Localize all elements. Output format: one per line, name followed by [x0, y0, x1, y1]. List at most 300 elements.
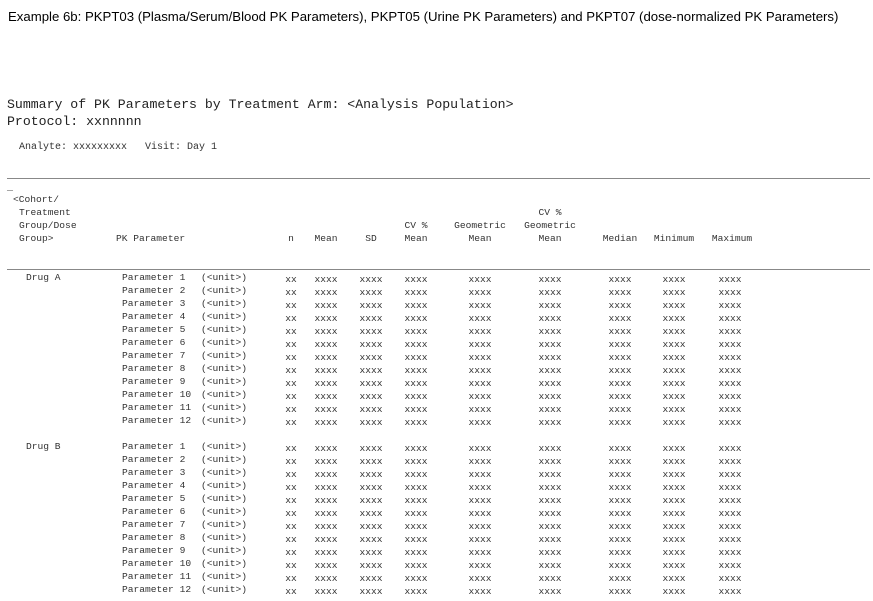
cell-cv-geo-mean: xxxx [538, 456, 562, 467]
cell-geo-mean: xxxx [468, 495, 492, 506]
cell-cv-geo-mean: xxxx [538, 560, 562, 571]
cell-mean: xxxx [314, 417, 338, 428]
cell-parameter: Parameter 3 [122, 298, 186, 309]
cell-cv-geo-mean: xxxx [538, 547, 562, 558]
cell-cv-geo-mean: xxxx [538, 482, 562, 493]
col-mean: Mean [314, 233, 338, 244]
cell-geo-mean: xxxx [468, 469, 492, 480]
cell-minimum: xxxx [662, 287, 686, 298]
cell-cv-mean: xxxx [404, 313, 428, 324]
table-row [0, 272, 873, 285]
cell-unit: (<unit>) [201, 298, 248, 309]
cell-mean: xxxx [314, 287, 338, 298]
cell-geo-mean: xxxx [468, 274, 492, 285]
cell-n: xx [285, 482, 297, 493]
cell-sd: xxxx [359, 547, 383, 558]
cell-cv-geo-mean: xxxx [538, 391, 562, 402]
cell-n: xx [285, 417, 297, 428]
cell-unit: (<unit>) [201, 415, 248, 426]
cell-parameter: Parameter 6 [122, 506, 186, 517]
cell-median: xxxx [608, 417, 632, 428]
cell-n: xx [285, 339, 297, 350]
cell-cv-geo-mean: xxxx [538, 339, 562, 350]
cell-maximum: xxxx [718, 339, 742, 350]
cell-sd: xxxx [359, 378, 383, 389]
cell-geo-mean: xxxx [468, 482, 492, 493]
analyte-label: Analyte: xxxxxxxxx [19, 142, 128, 153]
cell-n: xx [285, 521, 297, 532]
cell-parameter: Parameter 2 [122, 454, 186, 465]
cell-geo-mean: xxxx [468, 365, 492, 376]
cell-median: xxxx [608, 573, 632, 584]
cell-unit: (<unit>) [201, 441, 248, 452]
cell-geo-mean: xxxx [468, 573, 492, 584]
cell-mean: xxxx [314, 391, 338, 402]
cell-mean: xxxx [314, 300, 338, 311]
dash-mark: _ [7, 183, 14, 194]
table-row [0, 571, 873, 584]
cell-mean: xxxx [314, 495, 338, 506]
col-cv-geo-line-1: CV % [538, 207, 562, 218]
cell-mean: xxxx [314, 482, 338, 493]
cell-minimum: xxxx [662, 508, 686, 519]
cell-n: xx [285, 547, 297, 558]
cell-median: xxxx [608, 521, 632, 532]
cell-median: xxxx [608, 508, 632, 519]
cell-cv-mean: xxxx [404, 443, 428, 454]
cell-mean: xxxx [314, 352, 338, 363]
cell-minimum: xxxx [662, 443, 686, 454]
cell-unit: (<unit>) [201, 532, 248, 543]
cell-parameter: Parameter 9 [122, 376, 186, 387]
cell-cv-mean: xxxx [404, 547, 428, 558]
cell-minimum: xxxx [662, 534, 686, 545]
cell-cv-geo-mean: xxxx [538, 300, 562, 311]
cell-cv-mean: xxxx [404, 391, 428, 402]
cell-cv-geo-mean: xxxx [538, 352, 562, 363]
cell-median: xxxx [608, 274, 632, 285]
table-row [0, 350, 873, 363]
cell-unit: (<unit>) [201, 454, 248, 465]
cell-n: xx [285, 378, 297, 389]
cell-n: xx [285, 300, 297, 311]
cell-sd: xxxx [359, 573, 383, 584]
cell-sd: xxxx [359, 352, 383, 363]
cell-mean: xxxx [314, 313, 338, 324]
cell-geo-mean: xxxx [468, 378, 492, 389]
table-row [0, 584, 873, 597]
cell-median: xxxx [608, 534, 632, 545]
cell-mean: xxxx [314, 547, 338, 558]
table-row [0, 467, 873, 480]
cell-cv-mean: xxxx [404, 469, 428, 480]
cell-sd: xxxx [359, 534, 383, 545]
cell-geo-mean: xxxx [468, 417, 492, 428]
cell-minimum: xxxx [662, 313, 686, 324]
cell-minimum: xxxx [662, 456, 686, 467]
cell-minimum: xxxx [662, 560, 686, 571]
cell-maximum: xxxx [718, 417, 742, 428]
cell-n: xx [285, 573, 297, 584]
cell-mean: xxxx [314, 443, 338, 454]
cell-unit: (<unit>) [201, 376, 248, 387]
table-row [0, 480, 873, 493]
cell-median: xxxx [608, 495, 632, 506]
cell-parameter: Parameter 4 [122, 311, 186, 322]
cell-parameter: Parameter 3 [122, 467, 186, 478]
cell-maximum: xxxx [718, 287, 742, 298]
cell-maximum: xxxx [718, 547, 742, 558]
cell-sd: xxxx [359, 326, 383, 337]
cell-parameter: Parameter 2 [122, 285, 186, 296]
cell-parameter: Parameter 4 [122, 480, 186, 491]
cell-cv-mean: xxxx [404, 586, 428, 597]
cell-geo-mean: xxxx [468, 391, 492, 402]
cell-mean: xxxx [314, 326, 338, 337]
group-header-line-4: Group> [19, 233, 54, 244]
cell-median: xxxx [608, 456, 632, 467]
cell-minimum: xxxx [662, 586, 686, 597]
table-row [0, 519, 873, 532]
cell-cv-geo-mean: xxxx [538, 287, 562, 298]
cell-sd: xxxx [359, 521, 383, 532]
cell-maximum: xxxx [718, 573, 742, 584]
cell-parameter: Parameter 5 [122, 324, 186, 335]
table-row [0, 389, 873, 402]
cell-cv-mean: xxxx [404, 521, 428, 532]
cell-geo-mean: xxxx [468, 300, 492, 311]
cell-sd: xxxx [359, 287, 383, 298]
cell-geo-mean: xxxx [468, 534, 492, 545]
cell-unit: (<unit>) [201, 493, 248, 504]
cell-n: xx [285, 560, 297, 571]
cell-n: xx [285, 326, 297, 337]
cell-unit: (<unit>) [201, 285, 248, 296]
cell-maximum: xxxx [718, 508, 742, 519]
cell-cv-geo-mean: xxxx [538, 469, 562, 480]
cell-n: xx [285, 313, 297, 324]
cell-mean: xxxx [314, 274, 338, 285]
cell-cv-geo-mean: xxxx [538, 404, 562, 415]
cell-median: xxxx [608, 547, 632, 558]
cell-minimum: xxxx [662, 352, 686, 363]
table-row [0, 298, 873, 311]
cell-geo-mean: xxxx [468, 521, 492, 532]
cell-sd: xxxx [359, 482, 383, 493]
cell-maximum: xxxx [718, 365, 742, 376]
table-row [0, 558, 873, 571]
cell-median: xxxx [608, 482, 632, 493]
visit-label: Visit: Day 1 [145, 142, 218, 153]
cell-cv-geo-mean: xxxx [538, 313, 562, 324]
cell-n: xx [285, 586, 297, 597]
cell-geo-mean: xxxx [468, 586, 492, 597]
header-rule [7, 269, 870, 270]
cell-maximum: xxxx [718, 560, 742, 571]
cell-n: xx [285, 391, 297, 402]
cell-minimum: xxxx [662, 378, 686, 389]
cell-unit: (<unit>) [201, 350, 248, 361]
cell-cv-mean: xxxx [404, 417, 428, 428]
cell-cv-geo-mean: xxxx [538, 417, 562, 428]
cell-maximum: xxxx [718, 521, 742, 532]
col-maximum: Maximum [711, 233, 753, 244]
document-heading: Example 6b: PKPT03 (Plasma/Serum/Blood PK Parameters), PKPT05 (Urine PK Parameters) and PKPT07 (dose-normalized PK Parameters) [8, 9, 839, 24]
cell-median: xxxx [608, 326, 632, 337]
cell-sd: xxxx [359, 365, 383, 376]
cell-cv-geo-mean: xxxx [538, 443, 562, 454]
cell-sd: xxxx [359, 443, 383, 454]
cell-cv-mean: xxxx [404, 573, 428, 584]
cell-parameter: Parameter 12 [122, 584, 192, 595]
cell-sd: xxxx [359, 469, 383, 480]
analyte-visit-line [19, 142, 217, 153]
cell-unit: (<unit>) [201, 389, 248, 400]
cell-parameter: Parameter 5 [122, 493, 186, 504]
cell-parameter: Parameter 7 [122, 350, 186, 361]
cell-parameter: Parameter 1 [122, 272, 186, 283]
table-row [0, 454, 873, 467]
cell-geo-mean: xxxx [468, 443, 492, 454]
cell-maximum: xxxx [718, 326, 742, 337]
cell-mean: xxxx [314, 339, 338, 350]
cell-cv-geo-mean: xxxx [538, 365, 562, 376]
cell-geo-mean: xxxx [468, 560, 492, 571]
cell-n: xx [285, 443, 297, 454]
cell-cv-geo-mean: xxxx [538, 521, 562, 532]
cell-geo-mean: xxxx [468, 326, 492, 337]
group-label: Drug A [26, 272, 61, 283]
table-row [0, 415, 873, 428]
cell-unit: (<unit>) [201, 363, 248, 374]
report-title: Summary of PK Parameters by Treatment Arm: <Analysis Population> [7, 97, 514, 112]
cell-minimum: xxxx [662, 274, 686, 285]
cell-geo-mean: xxxx [468, 508, 492, 519]
cell-parameter: Parameter 8 [122, 363, 186, 374]
cell-sd: xxxx [359, 456, 383, 467]
cell-cv-geo-mean: xxxx [538, 378, 562, 389]
cell-cv-mean: xxxx [404, 287, 428, 298]
cell-cv-geo-mean: xxxx [538, 508, 562, 519]
cell-mean: xxxx [314, 378, 338, 389]
cell-unit: (<unit>) [201, 519, 248, 530]
cell-n: xx [285, 469, 297, 480]
col-n: n [288, 233, 294, 244]
group-header-line-2: Treatment [19, 207, 71, 218]
cell-cv-mean: xxxx [404, 508, 428, 519]
cell-maximum: xxxx [718, 391, 742, 402]
table-row [0, 376, 873, 389]
cell-cv-mean: xxxx [404, 378, 428, 389]
cell-median: xxxx [608, 469, 632, 480]
cell-minimum: xxxx [662, 339, 686, 350]
cell-minimum: xxxx [662, 495, 686, 506]
table-row [0, 402, 873, 415]
cell-unit: (<unit>) [201, 402, 248, 413]
cell-median: xxxx [608, 313, 632, 324]
cell-n: xx [285, 495, 297, 506]
cell-parameter: Parameter 10 [122, 389, 192, 400]
col-pk-parameter: PK Parameter [116, 233, 186, 244]
cell-sd: xxxx [359, 586, 383, 597]
cell-unit: (<unit>) [201, 506, 248, 517]
cell-maximum: xxxx [718, 469, 742, 480]
top-rule [7, 178, 870, 179]
cell-n: xx [285, 404, 297, 415]
cell-median: xxxx [608, 560, 632, 571]
cell-minimum: xxxx [662, 417, 686, 428]
table-row [0, 337, 873, 350]
cell-parameter: Parameter 6 [122, 337, 186, 348]
col-geo-mean-line-2: Mean [468, 233, 492, 244]
cell-sd: xxxx [359, 274, 383, 285]
col-median: Median [602, 233, 638, 244]
cell-sd: xxxx [359, 560, 383, 571]
cell-cv-mean: xxxx [404, 534, 428, 545]
cell-minimum: xxxx [662, 469, 686, 480]
group-header-line-3: Group/Dose [19, 220, 77, 231]
cell-parameter: Parameter 11 [122, 571, 192, 582]
table-row [0, 324, 873, 337]
cell-geo-mean: xxxx [468, 339, 492, 350]
cell-sd: xxxx [359, 391, 383, 402]
table-row [0, 363, 873, 376]
cell-maximum: xxxx [718, 378, 742, 389]
cell-median: xxxx [608, 300, 632, 311]
cell-median: xxxx [608, 586, 632, 597]
group-header-line-1: <Cohort/ [13, 194, 60, 205]
protocol-line: Protocol: xxnnnnn [7, 114, 142, 129]
cell-cv-geo-mean: xxxx [538, 534, 562, 545]
cell-cv-mean: xxxx [404, 456, 428, 467]
table-row [0, 532, 873, 545]
cell-maximum: xxxx [718, 586, 742, 597]
col-geo-mean-line-1: Geometric [454, 220, 506, 231]
cell-n: xx [285, 352, 297, 363]
cell-geo-mean: xxxx [468, 352, 492, 363]
cell-cv-geo-mean: xxxx [538, 495, 562, 506]
cell-cv-geo-mean: xxxx [538, 586, 562, 597]
cell-maximum: xxxx [718, 313, 742, 324]
cell-median: xxxx [608, 365, 632, 376]
cell-median: xxxx [608, 391, 632, 402]
col-cv-geo-line-3: Mean [538, 233, 562, 244]
cell-geo-mean: xxxx [468, 404, 492, 415]
cell-maximum: xxxx [718, 300, 742, 311]
cell-minimum: xxxx [662, 547, 686, 558]
cell-cv-mean: xxxx [404, 339, 428, 350]
cell-mean: xxxx [314, 521, 338, 532]
cell-median: xxxx [608, 443, 632, 454]
cell-minimum: xxxx [662, 391, 686, 402]
cell-geo-mean: xxxx [468, 547, 492, 558]
cell-maximum: xxxx [718, 456, 742, 467]
cell-sd: xxxx [359, 339, 383, 350]
cell-cv-geo-mean: xxxx [538, 326, 562, 337]
cell-mean: xxxx [314, 508, 338, 519]
cell-parameter: Parameter 9 [122, 545, 186, 556]
cell-sd: xxxx [359, 404, 383, 415]
cell-cv-mean: xxxx [404, 300, 428, 311]
cell-mean: xxxx [314, 456, 338, 467]
col-cv-mean-line-2: Mean [404, 233, 428, 244]
cell-median: xxxx [608, 404, 632, 415]
cell-minimum: xxxx [662, 482, 686, 493]
cell-cv-geo-mean: xxxx [538, 274, 562, 285]
col-sd: SD [365, 233, 377, 244]
cell-n: xx [285, 456, 297, 467]
cell-maximum: xxxx [718, 274, 742, 285]
cell-unit: (<unit>) [201, 337, 248, 348]
group-label: Drug B [26, 441, 61, 452]
cell-minimum: xxxx [662, 404, 686, 415]
cell-median: xxxx [608, 287, 632, 298]
table-row [0, 311, 873, 324]
cell-unit: (<unit>) [201, 272, 248, 283]
cell-mean: xxxx [314, 365, 338, 376]
cell-cv-mean: xxxx [404, 482, 428, 493]
cell-maximum: xxxx [718, 482, 742, 493]
cell-median: xxxx [608, 352, 632, 363]
cell-mean: xxxx [314, 469, 338, 480]
cell-mean: xxxx [314, 404, 338, 415]
cell-n: xx [285, 287, 297, 298]
cell-median: xxxx [608, 339, 632, 350]
cell-unit: (<unit>) [201, 545, 248, 556]
cell-unit: (<unit>) [201, 467, 248, 478]
cell-n: xx [285, 534, 297, 545]
cell-geo-mean: xxxx [468, 456, 492, 467]
cell-unit: (<unit>) [201, 571, 248, 582]
cell-minimum: xxxx [662, 326, 686, 337]
cell-geo-mean: xxxx [468, 287, 492, 298]
cell-maximum: xxxx [718, 534, 742, 545]
cell-sd: xxxx [359, 495, 383, 506]
col-cv-mean-line-1: CV % [404, 220, 428, 231]
cell-parameter: Parameter 12 [122, 415, 192, 426]
table-row [0, 545, 873, 558]
cell-geo-mean: xxxx [468, 313, 492, 324]
cell-minimum: xxxx [662, 300, 686, 311]
cell-cv-mean: xxxx [404, 365, 428, 376]
cell-sd: xxxx [359, 300, 383, 311]
cell-mean: xxxx [314, 560, 338, 571]
cell-minimum: xxxx [662, 521, 686, 532]
cell-parameter: Parameter 11 [122, 402, 192, 413]
table-row [0, 506, 873, 519]
cell-maximum: xxxx [718, 443, 742, 454]
cell-unit: (<unit>) [201, 480, 248, 491]
cell-mean: xxxx [314, 573, 338, 584]
cell-parameter: Parameter 8 [122, 532, 186, 543]
cell-cv-mean: xxxx [404, 495, 428, 506]
cell-parameter: Parameter 7 [122, 519, 186, 530]
cell-mean: xxxx [314, 534, 338, 545]
cell-unit: (<unit>) [201, 311, 248, 322]
cell-cv-mean: xxxx [404, 404, 428, 415]
cell-n: xx [285, 508, 297, 519]
col-minimum: Minimum [653, 233, 695, 244]
cell-unit: (<unit>) [201, 584, 248, 595]
cell-n: xx [285, 274, 297, 285]
cell-median: xxxx [608, 378, 632, 389]
cell-cv-mean: xxxx [404, 560, 428, 571]
cell-maximum: xxxx [718, 404, 742, 415]
cell-n: xx [285, 365, 297, 376]
cell-sd: xxxx [359, 417, 383, 428]
table-row [0, 285, 873, 298]
cell-mean: xxxx [314, 586, 338, 597]
